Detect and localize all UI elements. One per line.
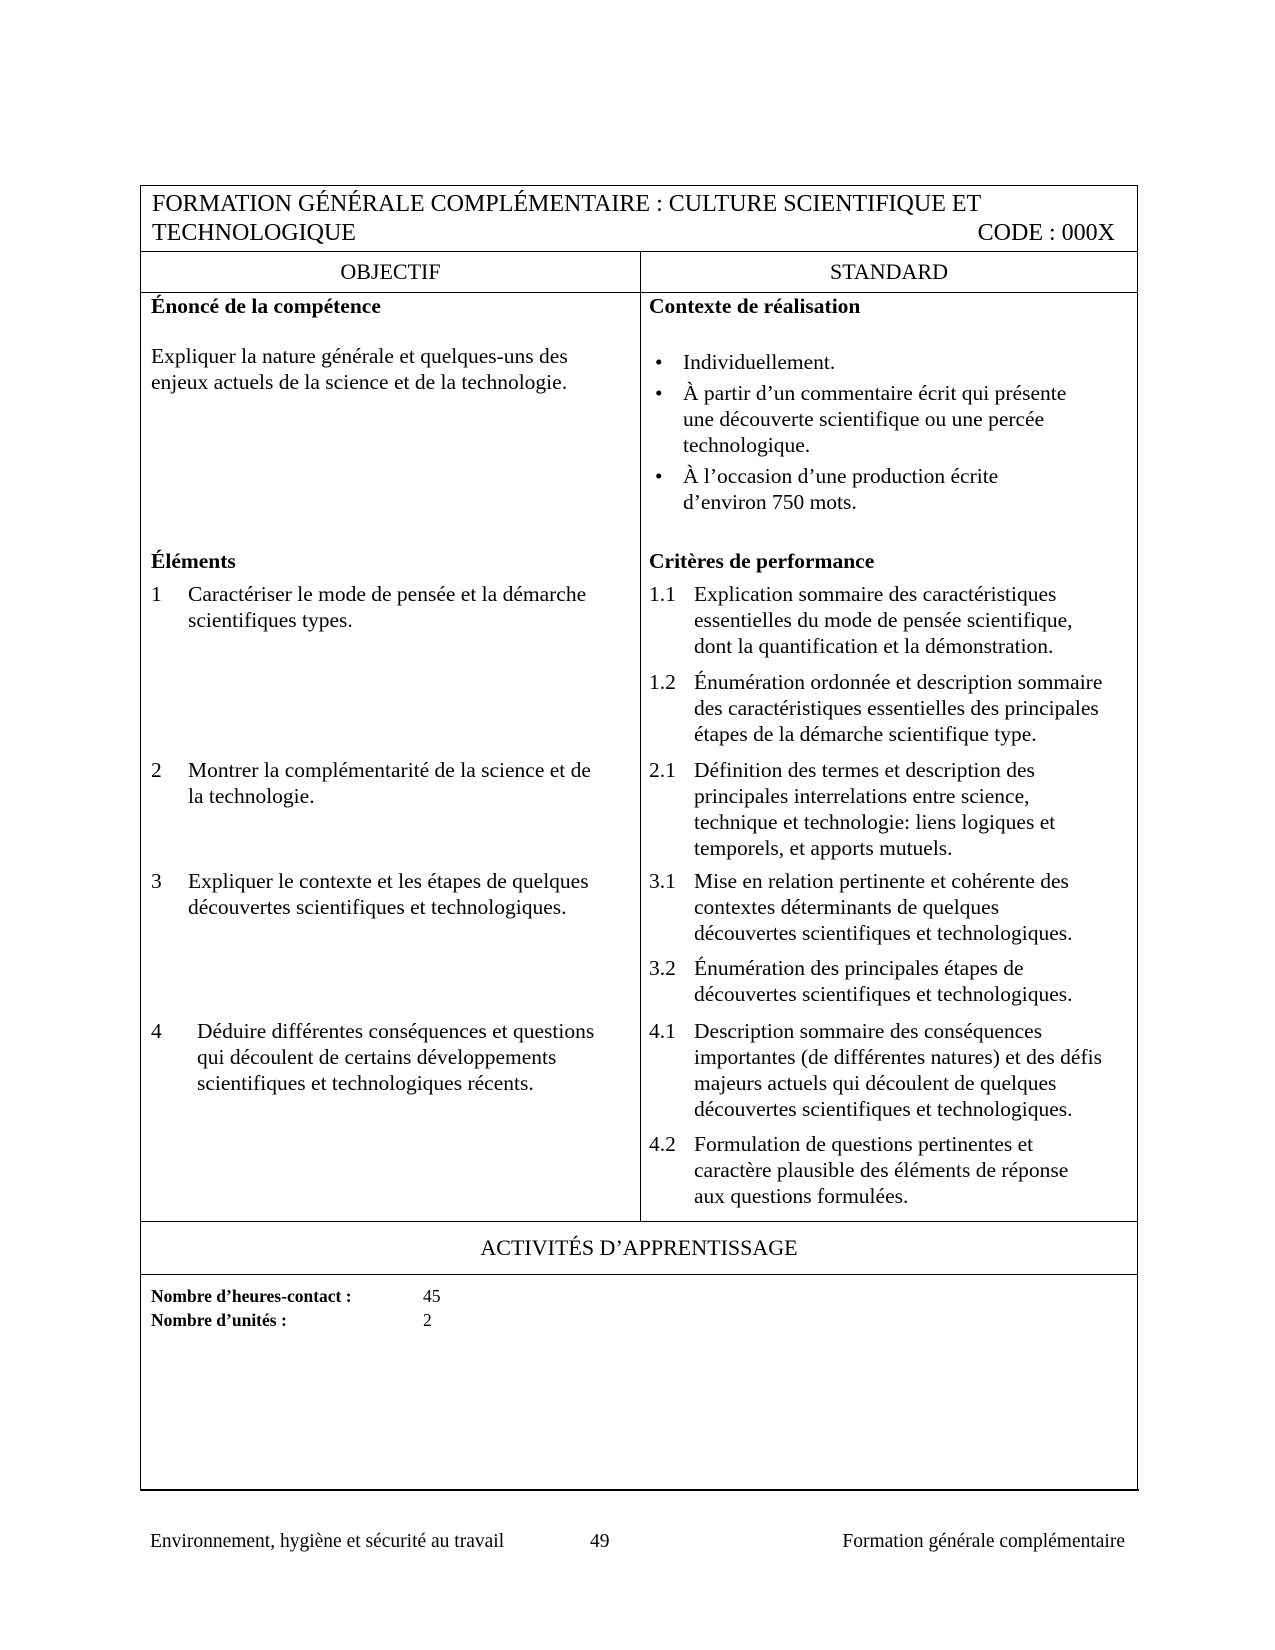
unites-row — [151, 1308, 441, 1332]
heures-contact-label: Nombre d’heures-contact : — [151, 1286, 352, 1306]
unites-value: 2 — [423, 1310, 432, 1330]
activites-heading-row — [141, 1221, 1137, 1275]
element-text-line: la technologie. — [188, 784, 315, 808]
activites-heading: ACTIVITÉS D’APPRENTISSAGE — [480, 1235, 798, 1260]
critere-text-line: Explication sommaire des caractéristiques — [694, 582, 1057, 606]
critere-number: 3.2 — [649, 956, 676, 980]
competence-text-line-1: Expliquer la nature générale et quelques-uns des — [151, 344, 568, 368]
hours-units-block — [151, 1284, 441, 1332]
competence-text-line-2: enjeux actuels de la science et de la technologie. — [151, 370, 568, 394]
critere-text-line: principales interrelations entre science, — [694, 784, 1030, 808]
critere-number: 4.1 — [649, 1019, 676, 1043]
critere-text-line: étapes de la démarche scientifique type. — [694, 722, 1037, 746]
element-text-line: Expliquer le contexte et les étapes de quelques — [188, 869, 589, 893]
element-text-line: Montrer la complémentarité de la science et de — [188, 758, 591, 782]
table-title-row — [141, 186, 1137, 252]
course-code: CODE : 000X — [977, 220, 1115, 246]
competence-heading: Énoncé de la compétence — [151, 294, 381, 318]
title-line-2: TECHNOLOGIQUE — [152, 220, 356, 246]
bullet-icon: • — [655, 381, 663, 405]
column-divider — [640, 252, 641, 1221]
element-number: 2 — [151, 758, 162, 782]
critere-text-line: temporels, et apports mutuels. — [694, 836, 953, 860]
critere-text-line: Formulation de questions pertinentes et — [694, 1132, 1034, 1156]
critere-text-line: Énumération des principales étapes de — [694, 956, 1024, 980]
contexte-heading: Contexte de réalisation — [649, 294, 861, 318]
column-header-objectif: OBJECTIF — [340, 259, 441, 284]
critere-text-line: technique et technologie: liens logiques et — [694, 810, 1056, 834]
critere-number: 2.1 — [649, 758, 676, 782]
bullet-icon: • — [655, 350, 663, 374]
critere-text-line: caractère plausible des éléments de réponse — [694, 1158, 1069, 1182]
critere-text-line: découvertes scientifiques et technologiques. — [694, 982, 1073, 1006]
element-number: 3 — [151, 869, 162, 893]
critere-number: 1.1 — [649, 582, 676, 606]
footer-right-text: Formation générale complémentaire — [842, 1531, 1125, 1552]
element-text-line: Caractériser le mode de pensée et la démarche — [188, 582, 587, 606]
heures-contact-row — [151, 1284, 441, 1308]
element-text-line: scientifiques et technologiques récents. — [197, 1071, 534, 1095]
element-text-line: qui découlent de certains développements — [197, 1045, 557, 1069]
criteres-heading: Critères de performance — [649, 549, 875, 573]
critere-text-line: importantes (de différentes natures) et des défis — [694, 1045, 1102, 1069]
critere-text-line: Mise en relation pertinente et cohérente des — [694, 869, 1069, 893]
element-text-line: découvertes scientifiques et technologiques. — [188, 895, 567, 919]
critere-text-line: Définition des termes et description des — [694, 758, 1035, 782]
critere-text-line: aux questions formulées. — [694, 1184, 909, 1208]
unites-label: Nombre d’unités : — [151, 1310, 287, 1330]
critere-text-line: majeurs actuels qui découlent de quelques — [694, 1071, 1057, 1095]
contexte-text-line: À partir d’un commentaire écrit qui présente — [683, 381, 1067, 405]
critere-number: 1.2 — [649, 670, 676, 694]
critere-text-line: essentielles du mode de pensée scientifique, — [694, 608, 1073, 632]
elements-heading: Éléments — [151, 549, 236, 573]
critere-text-line: découvertes scientifiques et technologiques. — [694, 921, 1073, 945]
critere-text-line: contextes déterminants de quelques — [694, 895, 1000, 919]
critere-text-line: découvertes scientifiques et technologiques. — [694, 1097, 1073, 1121]
contexte-text-line: À l’occasion d’une production écrite — [683, 464, 999, 488]
critere-text-line: des caractéristiques essentielles des principales — [694, 696, 1099, 720]
column-header-standard: STANDARD — [829, 259, 949, 284]
critere-number: 4.2 — [649, 1132, 676, 1156]
contexte-text-line: Individuellement. — [683, 350, 836, 374]
competency-table — [140, 185, 1138, 1490]
heures-contact-value: 45 — [423, 1286, 441, 1306]
contexte-text-line: technologique. — [683, 433, 811, 457]
element-number: 1 — [151, 582, 162, 606]
contexte-text-line: une découverte scientifique ou une percée — [683, 407, 1045, 431]
element-number: 4 — [151, 1019, 162, 1043]
critere-text-line: Description sommaire des conséquences — [694, 1019, 1043, 1043]
element-text-line: Déduire différentes conséquences et questions — [197, 1019, 595, 1043]
critere-text-line: dont la quantification et la démonstration. — [694, 634, 1054, 658]
footer-left-text: Environnement, hygiène et sécurité au travail — [150, 1531, 505, 1552]
critere-number: 3.1 — [649, 869, 676, 893]
critere-text-line: Énumération ordonnée et description sommaire — [694, 670, 1103, 694]
column-header-row — [141, 252, 1137, 293]
table-bottom-border — [140, 1489, 1139, 1491]
title-line-1: FORMATION GÉNÉRALE COMPLÉMENTAIRE : CULTURE SCIENTIFIQUE ET — [152, 191, 982, 217]
footer-page-number: 49 — [590, 1531, 610, 1552]
contexte-text-line: d’environ 750 mots. — [683, 490, 857, 514]
bullet-icon: • — [655, 464, 663, 488]
element-text-line: scientifiques types. — [188, 608, 353, 632]
